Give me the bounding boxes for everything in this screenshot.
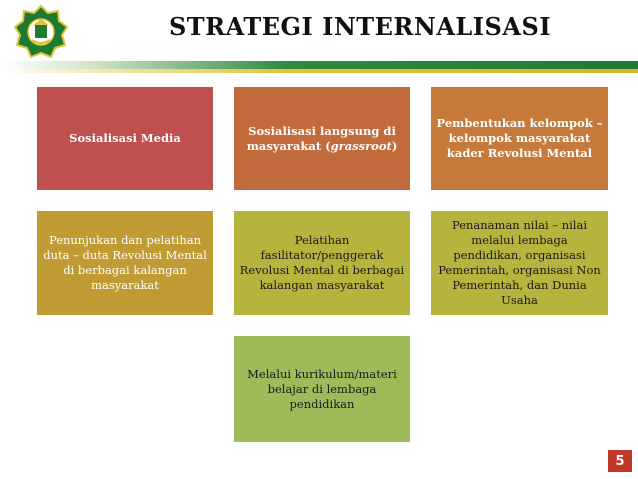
strategy-box-penanaman-nilai	[431, 211, 608, 315]
strategy-box-grassroot	[234, 87, 410, 190]
strategy-box-label: Pelatihan fasilitator/penggerak Revolusi Mental di berbagai kalangan masyarakat	[239, 233, 405, 292]
strategy-box-label: Melalui kurikulum/materi belajar di lembaga pendidikan	[247, 366, 397, 411]
strategy-box-label: Penunjukan dan pelatihan duta – duta Revolusi Mental di berbagai kalangan masyarakat	[43, 233, 207, 292]
strategy-box-label: Pembentukan kelompok – kelompok masyarakat kader Revolusi Mental	[436, 116, 603, 160]
strategy-box-kurikulum	[234, 336, 410, 442]
page-number-badge: 5	[608, 450, 632, 472]
header-stripe-yellow	[0, 69, 638, 73]
strategy-box-label: Penanaman nilai – nilai melalui lembaga pendidikan, organisasi Pemerintah, organisasi Non Pemerintah, dan Dunia Usaha	[438, 218, 601, 307]
page-title: STRATEGI INTERNALISASI	[168, 12, 552, 41]
strategy-box-label: Sosialisasi langsung di masyarakat (grassroot)	[246, 123, 398, 153]
strategy-box-media	[37, 87, 213, 190]
strategy-box-fasilitator	[234, 211, 410, 315]
header-stripe-green	[0, 61, 638, 69]
ministry-emblem-icon	[12, 4, 70, 60]
strategy-box-kelompok	[431, 87, 608, 190]
strategy-box-duta	[37, 211, 213, 315]
strategy-box-label: Sosialisasi Media	[69, 131, 181, 145]
